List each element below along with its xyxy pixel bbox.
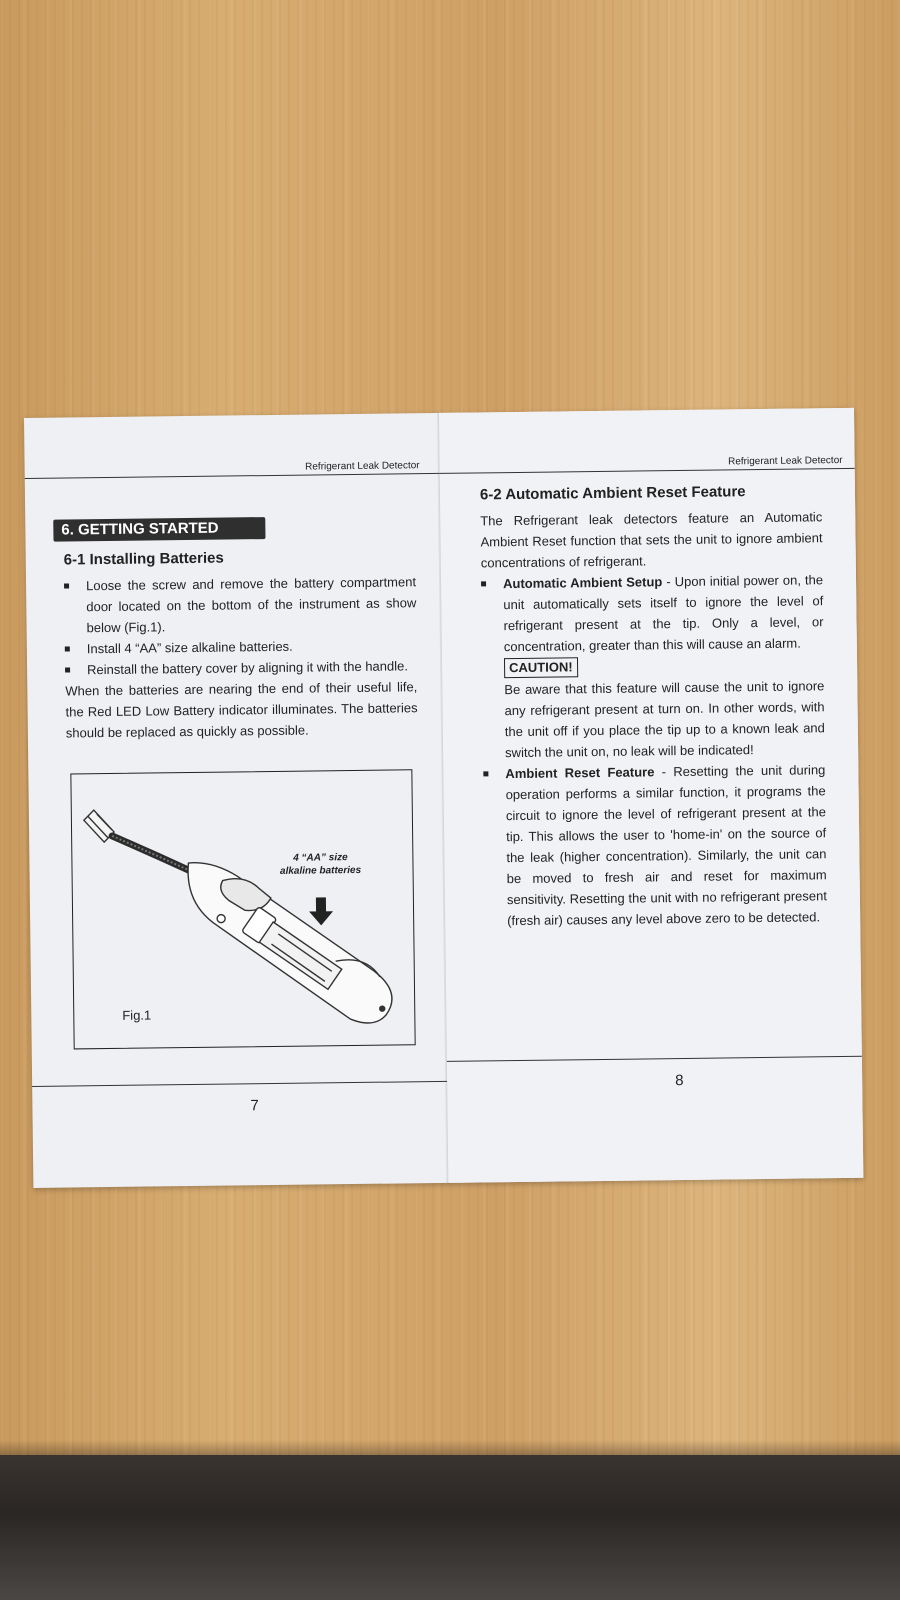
list-item: Loose the screw and remove the battery compartment door located on the bottom of the instrument as show below (Fig.1). bbox=[64, 571, 417, 638]
subsection-title-ambient-reset: 6-2 Automatic Ambient Reset Feature bbox=[479, 483, 746, 504]
figure-callout bbox=[270, 851, 370, 878]
ambient-reset-intro: The Refrigerant leak detectors feature an Automatic Ambient Reset function that sets the unit to ignore ambient concentrations of refrigerant. bbox=[480, 509, 823, 571]
floor-background bbox=[0, 1455, 900, 1600]
callout-line-1: 4 “AA” size bbox=[293, 852, 348, 864]
running-head-left: Refrigerant Leak Detector bbox=[305, 460, 420, 473]
low-battery-paragraph: When the batteries are nearing the end of their useful life, the Red LED Low Battery indicator illuminates. The batteries should be replaced as quickly as possible. bbox=[65, 679, 418, 741]
subsection-title-batteries: 6-1 Installing Batteries bbox=[63, 549, 224, 569]
feature-text-ambient-setup: - Upon initial power on, the unit automatically sets itself to ignore the level of refrigerant present at the tip. Only a level, or concentration, greater than this will cause an alarm. bbox=[503, 572, 824, 655]
page-number-left: 7 bbox=[250, 1097, 259, 1115]
caution-text: Be aware that this feature will cause the unit to ignore any refrigerant present at turn on. In other words, with the unit off if you place the tip up to a known leak and switch the unit on, no leak will be indicated! bbox=[504, 678, 825, 761]
footer-rule-left bbox=[32, 1081, 447, 1087]
arrow-down-icon bbox=[309, 897, 333, 925]
ambient-features-list bbox=[481, 569, 827, 931]
page-right bbox=[439, 408, 863, 1183]
callout-line-2: alkaline batteries bbox=[279, 864, 362, 877]
page-left bbox=[24, 413, 448, 1188]
header-rule-left bbox=[25, 473, 440, 479]
feature-title-ambient-setup: Automatic Ambient Setup bbox=[502, 574, 663, 592]
manual-booklet bbox=[24, 408, 863, 1188]
list-item: Reinstall the battery cover by aligning it with the handle. bbox=[65, 655, 417, 680]
feature-text-ambient-reset: - Resetting the unit during operation performs a similar function, it programs the circuit to ignore the level of refrigerant present at the tip. This allows the user to 'home-in' on the source of the leak (higher concentration). Similarly, the unit can be moved to fresh air and reset for maximum sensitivity. Resetting the unit with no refrigerant present (fresh air) causes any level above zero to be detected. bbox=[505, 762, 827, 929]
right-page-content bbox=[480, 480, 827, 931]
figure-battery-install bbox=[70, 769, 415, 1049]
leak-detector-illustration bbox=[71, 770, 414, 1048]
caution-label: CAUTION! bbox=[504, 657, 578, 678]
list-item bbox=[483, 759, 827, 931]
list-item: Install 4 “AA” size alkaline batteries. bbox=[65, 634, 417, 659]
footer-rule-right bbox=[447, 1056, 862, 1062]
list-item bbox=[481, 569, 825, 763]
left-page-content bbox=[64, 545, 418, 743]
figure-label: Fig.1 bbox=[122, 1007, 152, 1023]
page-number-right: 8 bbox=[675, 1071, 684, 1090]
running-head-right: Refrigerant Leak Detector bbox=[728, 455, 843, 468]
section-title: 6. GETTING STARTED bbox=[53, 517, 265, 542]
feature-title-ambient-reset: Ambient Reset Feature bbox=[505, 764, 655, 782]
header-rule-right bbox=[440, 468, 855, 474]
battery-steps-list bbox=[64, 571, 417, 680]
